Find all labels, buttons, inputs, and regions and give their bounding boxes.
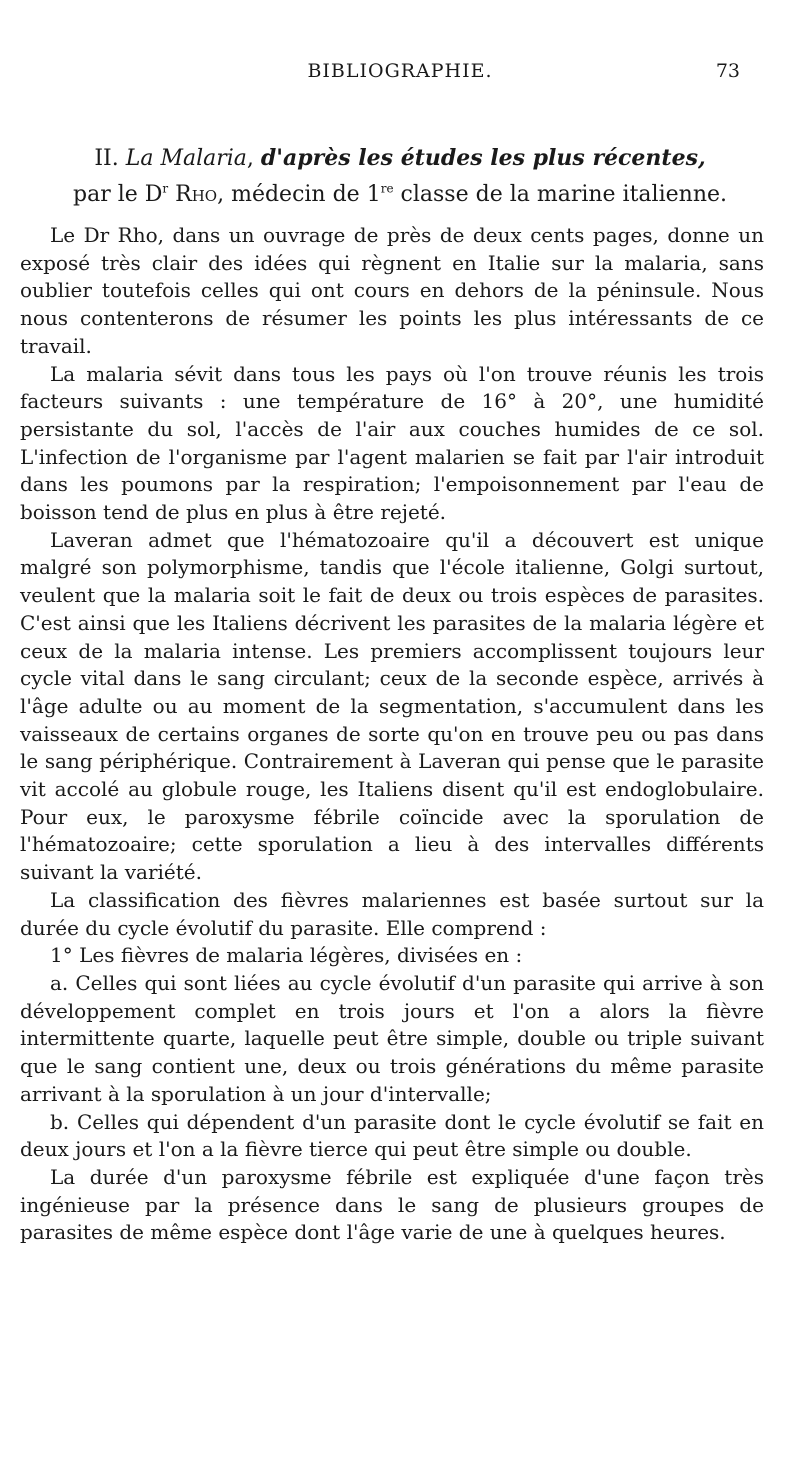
author-role: , médecin de 1 (217, 182, 381, 207)
paragraph: La durée d'un paroxysme fébrile est expliquée d'une façon très ingénieuse par la présence dans le sang de plusieurs groupes de parasites de même espèce dont l'âge varie de une à quelques heures. (20, 1164, 764, 1245)
running-head (0, 60, 800, 90)
paragraph: La classification des fièvres malariennes est basée surtout sur la durée du cycle évolutif du parasite. Elle comprend : (20, 887, 764, 940)
body-text (20, 222, 764, 1247)
running-title: BIBLIOGRAPHIE. (307, 60, 493, 82)
paragraph: 1° Les fièvres de malaria légères, divisées en : (50, 943, 523, 968)
paragraph: a. Celles qui sont liées au cycle évolutif d'un parasite qui arrive à son développement complet en trois jours et l'on a alors la fièvre intermittente quarte, laquelle peut être simple, double ou triple suivant que le sang contient une, deux ou trois générations du même parasite arrivant à la sporulation à un jour d'intervalle; (20, 970, 764, 1106)
author-role-end: classe de la marine italienne. (393, 182, 727, 207)
title-line-1: II. La Malaria, d'après les études les plus récentes, (94, 145, 706, 171)
section-numeral: II. (94, 146, 119, 171)
author-prefix: par le D (73, 182, 163, 207)
title-line-2 (40, 177, 760, 213)
work-title: La Malaria (125, 146, 247, 171)
paragraph: Laveran admet que l'hématozoaire qu'il a découvert est unique malgré son polymorphisme, tandis que l'école italienne, Golgi surtout, veulent que la malaria soit le fait de deux ou trois espèces de parasites. C'est ainsi que les Italiens décrivent les parasites de la malaria légère et ceux de la malaria intense. Les premiers accomplissent toujours leur cycle vital dans le sang circulant; ceux de la seconde espèce, arrivés à l'âge adulte ou au moment de la segmentation, s'accumulent dans les vaisseaux de certains organes de sorte qu'on en trouve peu ou pas dans le sang périphérique. Contrairement à Laveran qui pense que le parasite vit accolé au globule rouge, les Italiens disent qu'il est endoglobulaire. Pour eux, le paroxysme fébrile coïncide avec la sporulation de l'hématozoaire; cette sporulation a lieu à des intervalles différents suivant la variété. (20, 527, 764, 885)
paragraph: b. Celles qui dépendent d'un parasite dont le cycle évolutif se fait en deux jours et l'on a la fièvre tierce qui peut être simple ou double. (20, 1109, 764, 1162)
author-title-sup: r (162, 181, 169, 196)
page-number: 73 (715, 60, 740, 82)
section-title (40, 140, 760, 213)
class-sup: re (380, 181, 394, 196)
author-name: Rho (175, 182, 218, 207)
paragraph: Le Dr Rho, dans un ouvrage de près de deux cents pages, donne un exposé très clair des idées qui règnent en Italie sur la malaria, sans oublier toutefois celles qui ont cours en dehors de la péninsule. Nous nous contenterons de résumer les points les plus intéressants de ce travail. (20, 223, 764, 358)
paragraph: La malaria sévit dans tous les pays où l'on trouve réunis les trois facteurs suivants : une température de 16° à 20°, une humidité persistante du sol, l'accès de l'air aux couches humides de ce sol. L'infection de l'organisme par l'agent malarien se fait par l'air introduit dans les poumons par la respiration; l'empoisonnement par l'eau de boisson tend de plus en plus à être rejeté. (20, 361, 764, 525)
work-subtitle: d'après les études les plus récentes, (260, 145, 706, 171)
